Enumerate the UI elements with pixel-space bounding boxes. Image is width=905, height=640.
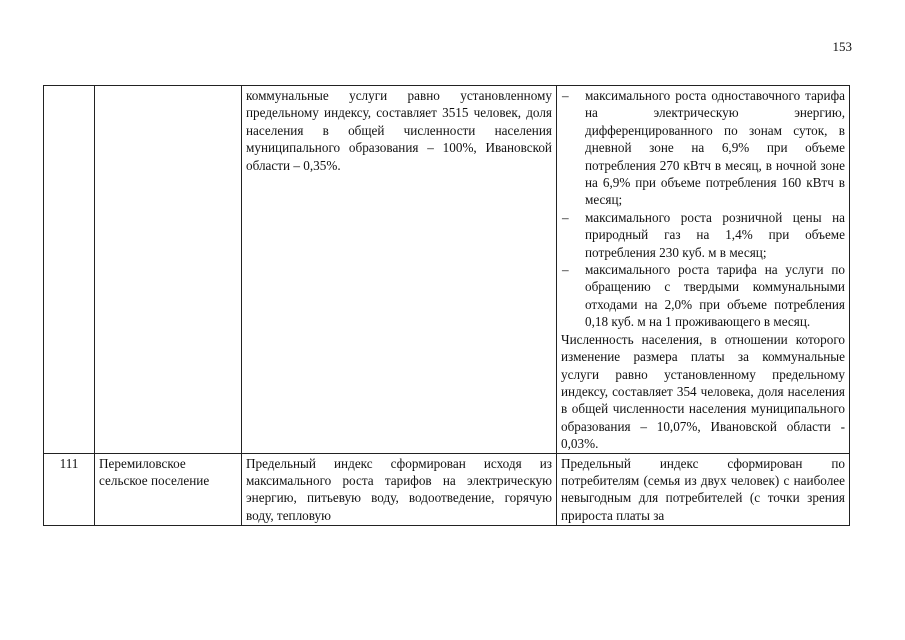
- list-item: – максимального роста тарифа на услуги по обращению с твердыми коммунальными отходами на 2,0% при объеме потребления 0,18 куб. м на 1 проживающего в месяц.: [561, 261, 845, 331]
- index-table: [43, 85, 850, 526]
- table-row: [44, 453, 850, 525]
- description-cell: [557, 86, 850, 454]
- list-item: – максимального роста розничной цены на природный газ на 1,4% при объеме потребления 230 куб. м в месяц;: [561, 209, 845, 261]
- row-number-cell: [44, 86, 95, 454]
- description-cell: Предельный индекс сформирован по потребителям (семья из двух человек) с наиболее невыгодным для потребителей (с точки зрения прироста платы за: [557, 453, 850, 525]
- list-item: – максимального роста одноставочного тарифа на электрическую энергию, дифференцированного по зонам суток, в дневной зоне на 6,9% при объеме потребления 270 кВтч в месяц, в ночной зоне на 6,9% при объеме потребления 160 кВтч в месяц;: [561, 87, 845, 209]
- table-row: [44, 86, 850, 454]
- row-number-cell: 111: [44, 453, 95, 525]
- growth-list: [561, 87, 845, 331]
- municipality-name-cell: [95, 86, 242, 454]
- page-number: 153: [832, 39, 852, 54]
- basis-cell: коммунальные услуги равно установленному предельному индексу, составляет 3515 человек, доля населения в общей численности населения муниципального образования – 100%, Ивановской области – 0,35%.: [242, 86, 557, 454]
- population-text: Численность населения, в отношении которого изменение размера платы за коммунальные услуги равно установленному предельному индексу, составляет 354 человека, доля населения в общей численности населения муниципального образования – 10,07%, Ивановской области - 0,03%.: [561, 331, 845, 452]
- municipality-name-cell: Перемиловское сельское поселение: [95, 453, 242, 525]
- basis-cell: Предельный индекс сформирован исходя из максимального роста тарифов на электрическую энергию, питьевую воду, водоотведение, горячую воду, тепловую: [242, 453, 557, 525]
